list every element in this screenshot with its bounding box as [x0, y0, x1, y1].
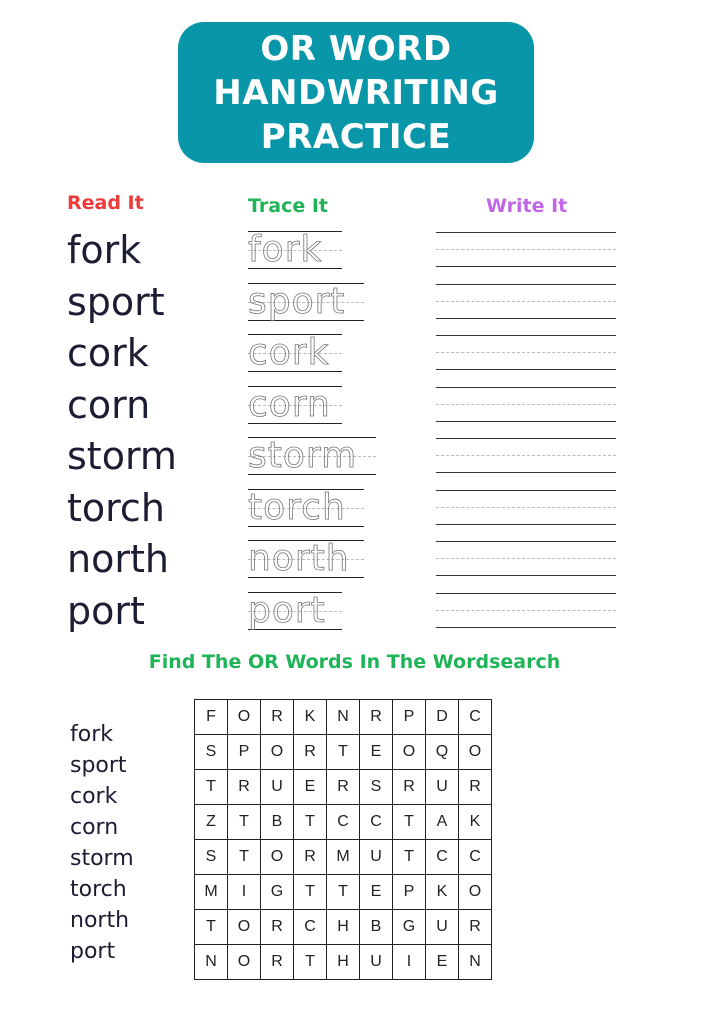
wordsearch-cell[interactable]: R [261, 700, 294, 735]
trace-word-box [248, 383, 342, 428]
wordsearch-cell[interactable]: U [360, 945, 393, 980]
trace-word-box [248, 280, 364, 325]
wordsearch-cell[interactable]: F [195, 700, 228, 735]
wordsearch-row [195, 875, 492, 910]
wordsearch-cell[interactable]: O [393, 735, 426, 770]
read-it-heading: Read It [67, 192, 144, 214]
wordsearch-cell[interactable]: P [393, 700, 426, 735]
trace-word-box [248, 589, 342, 634]
trace-word: corn [248, 383, 331, 425]
wordsearch-cell[interactable]: N [195, 945, 228, 980]
wordsearch-cell[interactable]: E [360, 735, 393, 770]
wordsearch-cell[interactable]: R [294, 840, 327, 875]
wordsearch-cell[interactable]: U [426, 770, 459, 805]
read-word: fork [67, 228, 142, 272]
wordsearch-word-list [70, 719, 134, 967]
wordsearch-list-item: torch [70, 877, 127, 902]
wordsearch-cell[interactable]: O [261, 735, 294, 770]
trace-word-box [248, 486, 364, 531]
read-word: storm [67, 434, 177, 478]
write-lines [436, 490, 616, 526]
wordsearch-row [195, 805, 492, 840]
wordsearch-row [195, 840, 492, 875]
write-lines [436, 335, 616, 371]
wordsearch-cell[interactable]: T [195, 910, 228, 945]
write-lines [436, 284, 616, 320]
wordsearch-list-item: storm [70, 846, 134, 871]
wordsearch-cell[interactable]: O [228, 910, 261, 945]
wordsearch-row [195, 770, 492, 805]
wordsearch-cell[interactable]: T [228, 840, 261, 875]
wordsearch-cell[interactable]: C [327, 805, 360, 840]
wordsearch-cell[interactable]: T [294, 875, 327, 910]
wordsearch-cell[interactable]: B [360, 910, 393, 945]
wordsearch-cell[interactable]: C [294, 910, 327, 945]
wordsearch-cell[interactable]: P [393, 875, 426, 910]
read-word: port [67, 588, 145, 633]
read-word: north [67, 537, 169, 581]
wordsearch-cell[interactable]: O [228, 945, 261, 980]
wordsearch-cell[interactable]: U [426, 910, 459, 945]
wordsearch-cell[interactable]: U [261, 770, 294, 805]
wordsearch-row [195, 735, 492, 770]
wordsearch-list-item: sport [70, 753, 127, 778]
trace-word: torch [248, 486, 346, 528]
trace-word: fork [248, 229, 323, 270]
wordsearch-grid [194, 699, 492, 980]
wordsearch-cell[interactable]: T [294, 805, 327, 840]
trace-word-box [248, 231, 342, 273]
wordsearch-cell[interactable]: R [393, 770, 426, 805]
trace-word: cork [248, 332, 330, 373]
wordsearch-cell[interactable]: N [327, 700, 360, 735]
trace-word: sport [248, 280, 346, 322]
wordsearch-cell[interactable]: R [261, 945, 294, 980]
wordsearch-cell[interactable]: T [393, 840, 426, 875]
wordsearch-cell[interactable]: C [459, 700, 492, 735]
trace-it-heading: Trace It [248, 195, 328, 217]
wordsearch-cell[interactable]: I [393, 945, 426, 980]
wordsearch-cell[interactable]: R [459, 770, 492, 805]
wordsearch-cell[interactable]: C [459, 840, 492, 875]
wordsearch-cell[interactable]: T [195, 770, 228, 805]
wordsearch-list-item: north [70, 908, 130, 933]
wordsearch-cell[interactable]: G [393, 910, 426, 945]
write-lines [436, 438, 616, 474]
wordsearch-cell[interactable]: H [327, 910, 360, 945]
wordsearch-cell[interactable]: R [327, 770, 360, 805]
wordsearch-cell[interactable]: D [426, 700, 459, 735]
wordsearch-cell[interactable]: T [327, 735, 360, 770]
wordsearch-cell[interactable]: O [459, 875, 492, 910]
write-lines [436, 232, 616, 268]
wordsearch-list-item: cork [70, 784, 118, 809]
trace-word: storm [248, 435, 358, 476]
wordsearch-cell[interactable]: E [360, 875, 393, 910]
wordsearch-cell[interactable]: E [426, 945, 459, 980]
wordsearch-cell[interactable]: N [459, 945, 492, 980]
wordsearch-cell[interactable]: K [426, 875, 459, 910]
wordsearch-list-item: corn [70, 815, 119, 840]
wordsearch-row [195, 945, 492, 980]
wordsearch-cell[interactable]: M [327, 840, 360, 875]
wordsearch-cell[interactable]: R [360, 700, 393, 735]
wordsearch-cell[interactable]: E [294, 770, 327, 805]
wordsearch-cell[interactable]: T [294, 945, 327, 980]
read-word: sport [67, 279, 165, 324]
title-line-2: HANDWRITING [213, 72, 499, 113]
wordsearch-cell[interactable]: C [426, 840, 459, 875]
wordsearch-list-item: fork [70, 722, 113, 747]
write-lines [436, 593, 616, 629]
trace-word: port [248, 589, 326, 631]
trace-word: north [248, 538, 350, 579]
wordsearch-cell[interactable]: C [360, 805, 393, 840]
wordsearch-cell[interactable]: S [195, 840, 228, 875]
trace-word-box [248, 437, 376, 479]
wordsearch-cell[interactable]: T [327, 875, 360, 910]
title-line-1: OR WORD [260, 28, 452, 69]
read-word: corn [67, 382, 151, 427]
wordsearch-row [195, 700, 492, 735]
read-word: cork [67, 331, 149, 375]
wordsearch-cell[interactable]: M [195, 875, 228, 910]
wordsearch-cell[interactable]: K [294, 700, 327, 735]
write-lines [436, 387, 616, 423]
trace-word-box [248, 334, 342, 376]
wordsearch-cell[interactable]: O [261, 840, 294, 875]
wordsearch-cell[interactable]: H [327, 945, 360, 980]
title-line-3: PRACTICE [260, 116, 452, 157]
wordsearch-cell[interactable]: S [360, 770, 393, 805]
wordsearch-cell[interactable]: P [228, 735, 261, 770]
trace-word-box [248, 540, 364, 582]
title-banner [178, 22, 534, 163]
write-it-heading: Write It [486, 195, 568, 217]
wordsearch-cell[interactable]: A [426, 805, 459, 840]
wordsearch-cell[interactable]: U [360, 840, 393, 875]
wordsearch-cell[interactable]: O [459, 735, 492, 770]
wordsearch-cell[interactable]: R [294, 735, 327, 770]
wordsearch-cell[interactable]: R [261, 910, 294, 945]
wordsearch-cell[interactable]: T [393, 805, 426, 840]
read-word: torch [67, 485, 165, 530]
wordsearch-cell[interactable]: I [228, 875, 261, 910]
wordsearch-cell[interactable]: Q [426, 735, 459, 770]
wordsearch-cell[interactable]: Z [195, 805, 228, 840]
write-lines [436, 541, 616, 577]
wordsearch-cell[interactable]: R [228, 770, 261, 805]
wordsearch-heading: Find The OR Words In The Wordsearch [148, 651, 561, 673]
wordsearch-cell[interactable]: B [261, 805, 294, 840]
wordsearch-row [195, 910, 492, 945]
wordsearch-cell[interactable]: G [261, 875, 294, 910]
wordsearch-cell[interactable]: S [195, 735, 228, 770]
wordsearch-cell[interactable]: O [228, 700, 261, 735]
wordsearch-list-item: port [70, 939, 116, 964]
wordsearch-cell[interactable]: R [459, 910, 492, 945]
wordsearch-cell[interactable]: K [459, 805, 492, 840]
wordsearch-cell[interactable]: T [228, 805, 261, 840]
